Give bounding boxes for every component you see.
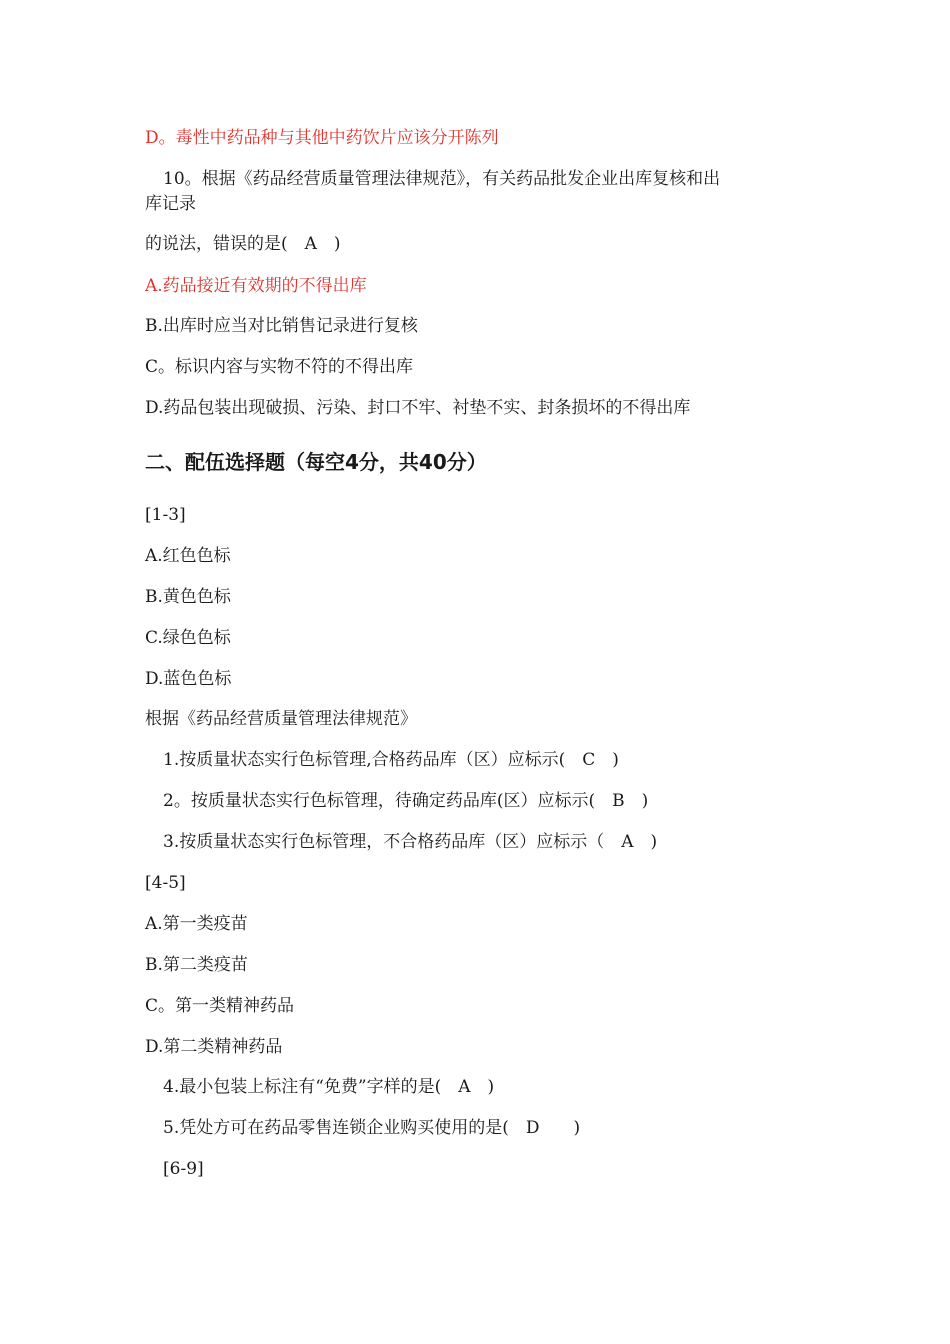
q10-option-c: C。标识内容与实物不符的不得出库 (145, 357, 414, 377)
question-3: 3.按质量状态实行色标管理，不合格药品库（区）应标示（ A ) (163, 832, 658, 852)
group-6-9-range: [6-9] (163, 1159, 204, 1179)
q10-stem-line3: 的说法，错误的是( A ) (145, 234, 341, 254)
question-1: 1.按质量状态实行色标管理,合格药品库（区）应标示( C ) (163, 750, 619, 770)
question-5: 5.凭处方可在药品零售连锁企业购买使用的是( D ) (163, 1118, 581, 1138)
q10-option-b: B.出库时应当对比销售记录进行复核 (145, 316, 418, 336)
q9-option-d: D。毒性中药品种与其他中药饮片应该分开陈列 (145, 128, 499, 148)
group-1-3-option-a: A.红色色标 (145, 546, 231, 566)
q10-stem-line1: 10。根据《药品经营质量管理法律规范》，有关药品批发企业出库复核和出 (163, 169, 721, 189)
group-1-3-option-b: B.黄色色标 (145, 587, 231, 607)
q10-option-d: D.药品包装出现破损、污染、封口不牢、衬垫不实、封条损坏的不得出库 (145, 398, 691, 418)
group-1-3-option-c: C.绿色色标 (145, 628, 231, 648)
question-4: 4.最小包装上标注有“免费”字样的是( A ) (163, 1077, 495, 1097)
q10-option-a: A.药品接近有效期的不得出库 (145, 276, 367, 296)
group-1-3-intro: 根据《药品经营质量管理法律规范》 (145, 709, 417, 729)
question-2: 2。按质量状态实行色标管理，待确定药品库(区）应标示( B ) (163, 791, 649, 811)
group-1-3-option-d: D.蓝色色标 (145, 669, 232, 689)
group-4-5-option-d: D.第二类精神药品 (145, 1037, 283, 1057)
group-4-5-option-a: A.第一类疫苗 (145, 914, 248, 934)
q10-stem-line2: 库记录 (145, 194, 196, 214)
group-4-5-option-c: C。第一类精神药品 (145, 996, 295, 1016)
group-4-5-range: [4-5] (145, 873, 186, 893)
group-4-5-option-b: B.第二类疫苗 (145, 955, 248, 975)
section2-heading: 二、配伍选择题（每空4分，共40分） (145, 450, 487, 474)
group-1-3-range: [1-3] (145, 505, 186, 525)
